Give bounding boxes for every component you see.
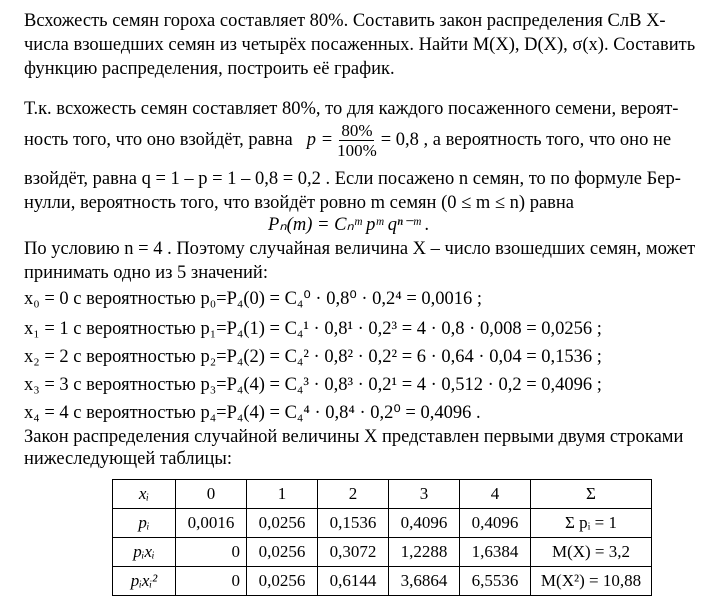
table-cell: 0,4096: [389, 509, 460, 538]
problem-line-3: функцию распределения, построить её график.: [24, 59, 395, 79]
case-x1: x₁ = 1 с вероятностью p₁=P₄(1) = C₄¹ · 0,8¹ · 0,2³ = 4 · 0,8 · 0,008 = 0,0256 ;: [24, 319, 602, 339]
solution-line-2-end: = 0,8 , а вероятность того, что оно не: [380, 130, 672, 150]
fraction-numerator: 80%: [341, 120, 373, 140]
bernoulli-formula: Pₙ(m) = Cₙᵐ pᵐ qⁿ⁻ᵐ .: [268, 215, 430, 235]
problem-line-2: числа взошедших семян из четырёх посаженных. Найти M(X), D(X), σ(x). Составить: [24, 35, 696, 55]
table-cell: 0,6144: [318, 567, 389, 596]
table-cell: Σ pᵢ = 1: [531, 509, 652, 538]
table-cell: M(X²) = 10,88: [531, 567, 652, 596]
table-cell: 0,0256: [247, 509, 318, 538]
table-row: [113, 480, 652, 509]
table-row: [113, 509, 652, 538]
solution-line-2: [24, 118, 671, 162]
table-cell: 0,3072: [318, 538, 389, 567]
table-row: [113, 567, 652, 596]
solution-line-6: принимать одно из 5 значений:: [24, 263, 268, 283]
table-cell: M(X) = 3,2: [531, 538, 652, 567]
table-cell: 2: [318, 480, 389, 509]
p-equals: p =: [306, 130, 334, 150]
table-cell: 0: [176, 567, 247, 596]
solution-line-7: Закон распределения случайной величины X представлен первыми двумя строками: [24, 427, 684, 447]
fraction: [337, 121, 377, 160]
case-x0: x₀ = 0 с вероятностью p₀=P₄(0) = C₄⁰ · 0,8⁰ · 0,2⁴ = 0,0016 ;: [24, 289, 483, 309]
table-cell: 3: [389, 480, 460, 509]
solution-line-5: По условию n = 4 . Поэтому случайная величина X – число взошедших семян, может: [24, 239, 696, 259]
table-cell: Σ: [531, 480, 652, 509]
table-cell: 1: [247, 480, 318, 509]
table-cell: pᵢxᵢ: [113, 538, 176, 567]
case-x3: x₃ = 3 с вероятностью p₃=P₄(4) = C₄³ · 0,8³ · 0,2¹ = 4 · 0,512 · 0,2 = 0,4096 ;: [24, 375, 602, 395]
table-cell: 0,0256: [247, 567, 318, 596]
case-x4: x₄ = 4 с вероятностью p₄=P₄(4) = C₄⁴ · 0,8⁴ · 0,2⁰ = 0,4096 .: [24, 403, 481, 423]
table-cell: 3,6864: [389, 567, 460, 596]
table-cell: 0,4096: [460, 509, 531, 538]
table-cell: 0,0256: [247, 538, 318, 567]
table-cell: 1,2288: [389, 538, 460, 567]
fraction-denominator: 100%: [337, 140, 377, 160]
table-cell: 0,0016: [176, 509, 247, 538]
table-row: [113, 538, 652, 567]
table-cell: 0: [176, 480, 247, 509]
table-cell: pᵢxᵢ²: [113, 567, 176, 596]
solution-line-4: нулли, вероятность того, что взойдёт ровно m семян (0 ≤ m ≤ n) равна: [24, 193, 575, 213]
solution-line-3: взойдёт, равна q = 1 – p = 1 – 0,8 = 0,2 . Если посажено n семян, то по формуле Бер-: [24, 169, 681, 189]
solution-line-8: нижеследующей таблицы:: [24, 449, 232, 469]
solution-line-2-start: ность того, что оно взойдёт, равна: [24, 130, 293, 150]
solution-line-1: Т.к. всхожесть семян составляет 80%, то для каждого посаженного семени, вероят-: [24, 99, 679, 119]
table-cell: 0,1536: [318, 509, 389, 538]
table-cell: 0: [176, 538, 247, 567]
table-cell: xᵢ: [113, 480, 176, 509]
case-x2: x₂ = 2 с вероятностью p₂=P₄(2) = C₄² · 0,8² · 0,2² = 6 · 0,64 · 0,04 = 0,1536 ;: [24, 347, 602, 367]
table-cell: 4: [460, 480, 531, 509]
problem-line-1: Всхожесть семян гороха составляет 80%. Составить закон распределения СлВ X-: [24, 11, 666, 31]
distribution-table: [112, 479, 652, 596]
table-cell: pᵢ: [113, 509, 176, 538]
table-cell: 1,6384: [460, 538, 531, 567]
table-cell: 6,5536: [460, 567, 531, 596]
